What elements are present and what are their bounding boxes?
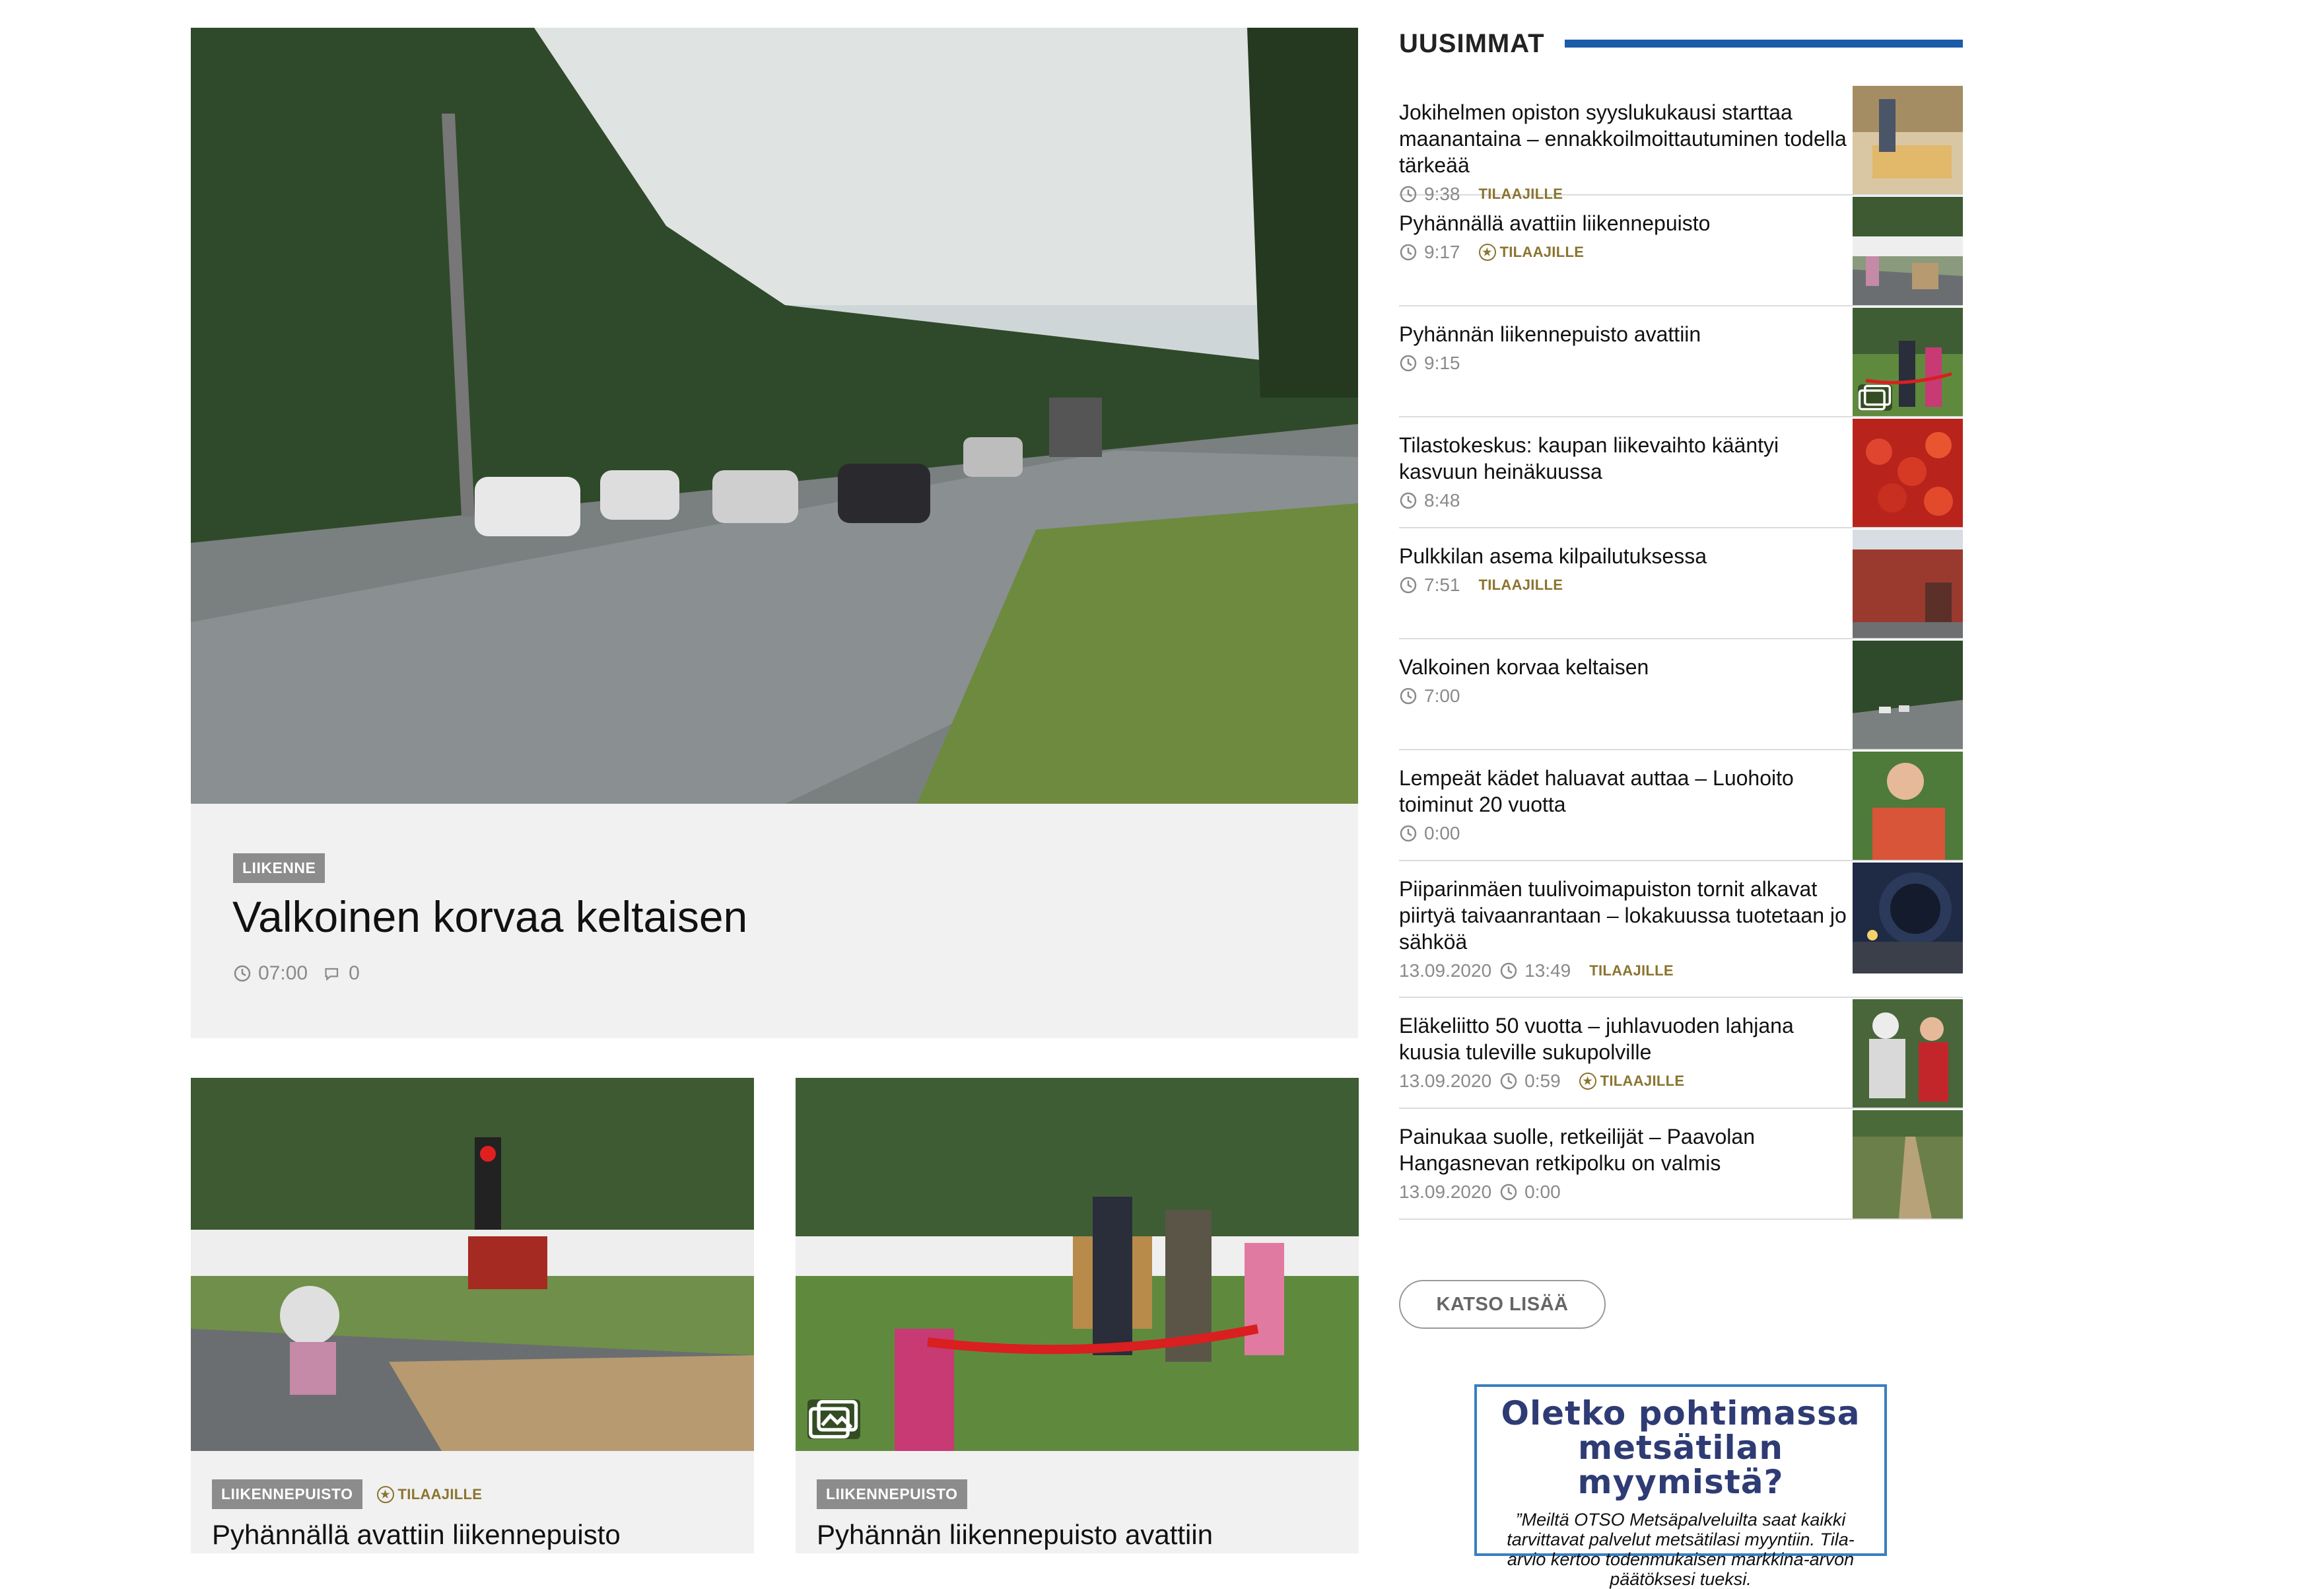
clock-icon bbox=[233, 964, 252, 983]
clock-icon bbox=[1399, 354, 1418, 372]
subscriber-badge: TILAAJILLE bbox=[1478, 577, 1563, 593]
news-time: 13:49 bbox=[1524, 960, 1571, 981]
star-icon: ★ bbox=[1579, 1073, 1596, 1090]
news-meta bbox=[1399, 575, 1848, 596]
news-meta bbox=[1399, 1182, 1848, 1203]
advertisement-banner[interactable] bbox=[1474, 1384, 1887, 1589]
ad-body-text: ”Meiltä OTSO Metsäpalveluilta saat kaikki tarvittavat palvelut metsätilasi myyntiin. Tila-arvio kertoo todenmukaisen markkina-arvon päätöksesi tueksi. bbox=[1507, 1510, 1855, 1589]
clock-icon bbox=[1399, 824, 1418, 843]
clock-icon bbox=[1399, 491, 1418, 510]
news-title[interactable]: Valkoinen korvaa keltaisen bbox=[1399, 655, 1649, 679]
news-time: 8:48 bbox=[1424, 490, 1460, 511]
news-time: 7:51 bbox=[1424, 575, 1460, 595]
list-item[interactable] bbox=[1399, 195, 1963, 306]
list-item[interactable] bbox=[1399, 306, 1963, 417]
clock-icon bbox=[1399, 687, 1418, 705]
subscriber-badge: ★ TILAAJILLE bbox=[1579, 1073, 1685, 1090]
star-icon: ★ bbox=[1479, 244, 1496, 261]
news-thumbnail[interactable] bbox=[1853, 1110, 1963, 1218]
clock-icon bbox=[1499, 1183, 1518, 1201]
comment-icon[interactable] bbox=[324, 964, 342, 983]
subscriber-badge: TILAAJILLE bbox=[1478, 186, 1563, 202]
news-thumbnail[interactable] bbox=[1853, 86, 1963, 194]
hero-category-tag[interactable]: LIIKENNE bbox=[233, 853, 325, 883]
news-title[interactable]: Piiparinmäen tuulivoimapuiston tornit alkavat piirtyä taivaanrantaan – lokakuussa tuotetaan jo sähköä bbox=[1399, 877, 1847, 954]
news-date: 13.09.2020 bbox=[1399, 960, 1492, 981]
list-item[interactable] bbox=[1399, 750, 1963, 861]
news-meta bbox=[1399, 960, 1848, 981]
news-thumbnail[interactable] bbox=[1853, 308, 1963, 416]
list-item[interactable] bbox=[1399, 861, 1963, 998]
star-icon: ★ bbox=[377, 1486, 394, 1503]
clock-icon bbox=[1499, 962, 1518, 980]
hero-comment-count[interactable]: 0 bbox=[349, 962, 360, 984]
news-date: 13.09.2020 bbox=[1399, 1071, 1492, 1091]
news-time: 0:00 bbox=[1524, 1182, 1561, 1202]
clock-icon bbox=[1399, 243, 1418, 262]
article-card-photo[interactable] bbox=[191, 1078, 754, 1451]
article-card-title[interactable]: Pyhännällä avattiin liikennepuisto bbox=[212, 1519, 621, 1550]
news-title[interactable]: Jokihelmen opiston syyslukukausi starttaa maanantaina – ennakkoilmoittautuminen todella tärkeää bbox=[1399, 100, 1847, 177]
news-meta bbox=[1399, 490, 1848, 511]
news-title[interactable]: Tilastokeskus: kaupan liikevaihto kääntyi kasvuun heinäkuussa bbox=[1399, 433, 1779, 483]
news-title[interactable]: Pulkkilan asema kilpailutuksessa bbox=[1399, 544, 1707, 568]
news-time: 9:17 bbox=[1424, 242, 1460, 262]
list-item[interactable] bbox=[1399, 417, 1963, 528]
clock-icon bbox=[1399, 576, 1418, 594]
news-thumbnail[interactable] bbox=[1853, 641, 1963, 749]
news-time: 9:38 bbox=[1424, 184, 1460, 204]
news-meta bbox=[1399, 1071, 1848, 1092]
list-item[interactable] bbox=[1399, 85, 1963, 204]
news-meta bbox=[1399, 353, 1848, 374]
article-card-meta bbox=[212, 1479, 482, 1509]
news-meta bbox=[1399, 686, 1848, 707]
news-thumbnail[interactable] bbox=[1853, 752, 1963, 860]
article-card-title[interactable]: Pyhännän liikennepuisto avattiin bbox=[817, 1519, 1213, 1550]
hero-time: 07:00 bbox=[258, 962, 308, 984]
subscriber-badge: ★ TILAAJILLE bbox=[377, 1486, 483, 1503]
gallery-icon bbox=[1858, 384, 1892, 411]
subscriber-badge: TILAAJILLE bbox=[1589, 962, 1674, 979]
news-thumbnail[interactable] bbox=[1853, 999, 1963, 1108]
list-item[interactable] bbox=[1399, 639, 1963, 750]
hero-headline[interactable]: Valkoinen korvaa keltaisen bbox=[232, 892, 748, 941]
ad-heading: Oletko pohtimassa metsätilan myymistä? bbox=[1501, 1394, 1861, 1501]
news-time: 7:00 bbox=[1424, 686, 1460, 706]
news-meta bbox=[1399, 823, 1848, 844]
news-meta bbox=[1399, 242, 1848, 263]
hero-meta bbox=[233, 962, 360, 985]
news-thumbnail[interactable] bbox=[1853, 419, 1963, 527]
latest-news-heading: UUSIMMAT bbox=[1399, 29, 1545, 58]
list-item[interactable] bbox=[1399, 998, 1963, 1109]
list-item[interactable] bbox=[1399, 1109, 1963, 1220]
hero-photo[interactable] bbox=[191, 28, 1358, 804]
article-card-meta bbox=[817, 1479, 967, 1509]
news-title[interactable]: Lempeät kädet haluavat auttaa – Luohoito toiminut 20 vuotta bbox=[1399, 766, 1794, 816]
gallery-icon bbox=[807, 1399, 860, 1439]
news-title[interactable]: Eläkeliitto 50 vuotta – juhlavuoden lahjana kuusia tuleville sukupolville bbox=[1399, 1014, 1794, 1064]
latest-news-list bbox=[1399, 85, 1963, 1220]
news-thumbnail[interactable] bbox=[1853, 530, 1963, 638]
clock-icon bbox=[1499, 1072, 1518, 1090]
card-category-tag[interactable]: LIIKENNEPUISTO bbox=[817, 1479, 967, 1509]
article-card-photo[interactable] bbox=[796, 1078, 1359, 1451]
show-more-button[interactable]: KATSO LISÄÄ bbox=[1399, 1280, 1606, 1329]
list-item[interactable] bbox=[1399, 528, 1963, 639]
news-time: 0:00 bbox=[1424, 823, 1460, 843]
news-time: 9:15 bbox=[1424, 353, 1460, 373]
news-title[interactable]: Painukaa suolle, retkeilijät – Paavolan Hangasnevan retkipolku on valmis bbox=[1399, 1125, 1755, 1175]
news-time: 0:59 bbox=[1524, 1071, 1561, 1091]
news-thumbnail[interactable] bbox=[1853, 863, 1963, 973]
heading-accent-line bbox=[1565, 40, 1963, 48]
news-date: 13.09.2020 bbox=[1399, 1182, 1492, 1202]
news-title[interactable]: Pyhännän liikennepuisto avattiin bbox=[1399, 322, 1701, 346]
card-category-tag[interactable]: LIIKENNEPUISTO bbox=[212, 1479, 362, 1509]
news-thumbnail[interactable] bbox=[1853, 197, 1963, 305]
news-title[interactable]: Pyhännällä avattiin liikennepuisto bbox=[1399, 211, 1711, 235]
subscriber-badge: ★ TILAAJILLE bbox=[1479, 244, 1585, 261]
